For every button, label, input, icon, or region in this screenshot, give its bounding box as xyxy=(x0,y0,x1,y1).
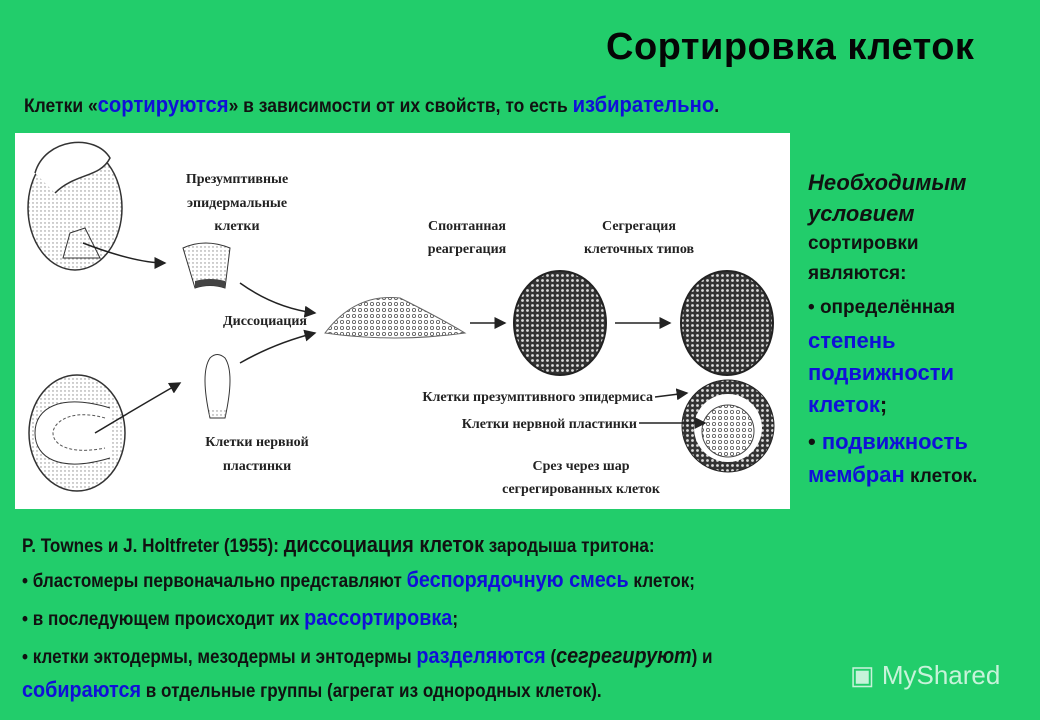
emphasis: диссоциация клеток xyxy=(283,532,484,557)
bullet-text: ; xyxy=(879,392,888,417)
subtitle xyxy=(24,92,719,118)
epidermal-fragment xyxy=(183,243,230,288)
slide-title: Сортировка клеток xyxy=(606,26,975,68)
label-neural-plate: пластинки xyxy=(222,459,292,474)
label-segregation: клеточных типов xyxy=(583,242,695,257)
bullet: • xyxy=(22,571,28,592)
bullet: • xyxy=(808,297,815,318)
experiment-intro xyxy=(22,532,655,558)
presentation-icon: ▣ xyxy=(850,660,875,690)
experiment-bullet-3 xyxy=(22,643,713,669)
text: зародыша тритона: xyxy=(483,536,655,557)
highlight: сортируются xyxy=(97,92,229,117)
experiment-bullet-3-cont xyxy=(22,677,602,703)
bullet-text: определённая xyxy=(819,297,956,318)
label-dissociation: Диссоциация xyxy=(223,314,307,329)
experiment-bullet-1 xyxy=(22,567,695,593)
label-spontaneous: реагрегация xyxy=(427,242,507,257)
highlight: подвижность xyxy=(821,429,968,454)
text: бластомеры первоначально представляют xyxy=(32,571,407,592)
highlight: подвижности xyxy=(808,360,955,385)
highlight: мембран xyxy=(808,462,905,487)
bullet-text: клеток. xyxy=(904,466,978,487)
condition-text: сортировки xyxy=(808,233,919,254)
text: ( xyxy=(545,647,557,668)
subtitle-text: Клетки « xyxy=(24,96,98,117)
label-presumptive: клетки xyxy=(214,219,260,234)
text: в последующем происходит их xyxy=(32,609,305,630)
dissociated-cells-pile xyxy=(325,297,465,338)
section-sphere xyxy=(682,380,774,472)
emphasis: сегрегируют xyxy=(556,643,692,668)
condition-heading: условием xyxy=(808,201,915,226)
bullet: • xyxy=(808,429,816,454)
segregated-sphere xyxy=(681,271,773,375)
diagram-svg xyxy=(15,133,790,509)
reaggregate-sphere xyxy=(514,271,606,375)
text: в отдельные группы (агрегат из однородных клеток). xyxy=(141,681,602,702)
highlight: степень xyxy=(808,328,896,353)
label-segregation: Сегрегация xyxy=(602,219,676,234)
label-epidermis-cells: Клетки презумптивного эпидермиса xyxy=(422,390,653,405)
text: ) и xyxy=(691,647,713,668)
highlight: клеток xyxy=(808,392,880,417)
condition-bullet-2 xyxy=(808,429,968,455)
highlight: рассортировка xyxy=(304,605,453,630)
watermark xyxy=(850,660,1000,691)
text: клеток; xyxy=(628,571,695,592)
text: P. Townes и J. Holtfreter (1955): xyxy=(22,536,284,557)
bullet: • xyxy=(22,647,28,668)
label-neural-cells: Клетки нервной пластинки xyxy=(461,417,637,432)
label-presumptive: Презумптивные xyxy=(185,172,289,187)
label-presumptive: эпидермальные xyxy=(186,196,288,211)
embryo-bottom xyxy=(29,375,125,491)
experiment-bullet-2 xyxy=(22,605,458,631)
highlight: собираются xyxy=(22,677,142,702)
text: клетки эктодермы, мезодермы и энтодермы xyxy=(32,647,417,668)
highlight: разделяются xyxy=(416,643,546,668)
label-section: сегрегированных клеток xyxy=(502,482,660,497)
highlight: избирательно xyxy=(572,92,715,117)
condition-heading: Необходимым xyxy=(808,170,967,195)
condition-text: являются: xyxy=(808,263,907,284)
label-section: Срез через шар xyxy=(532,459,630,474)
text: ; xyxy=(452,609,459,630)
highlight: беспорядочную смесь xyxy=(406,567,629,592)
neural-plate-fragment xyxy=(205,355,230,419)
label-neural-plate: Клетки нервной xyxy=(205,435,309,450)
embryo-top xyxy=(28,142,122,270)
cell-sorting-diagram xyxy=(15,133,790,509)
condition-bullet-1 xyxy=(808,297,955,319)
subtitle-text: » в зависимости от их свойств, то есть xyxy=(228,96,573,117)
bullet: • xyxy=(22,609,28,630)
label-spontaneous: Спонтанная xyxy=(428,219,506,234)
watermark-text: MyShared xyxy=(881,660,1001,690)
subtitle-text: . xyxy=(714,96,720,117)
